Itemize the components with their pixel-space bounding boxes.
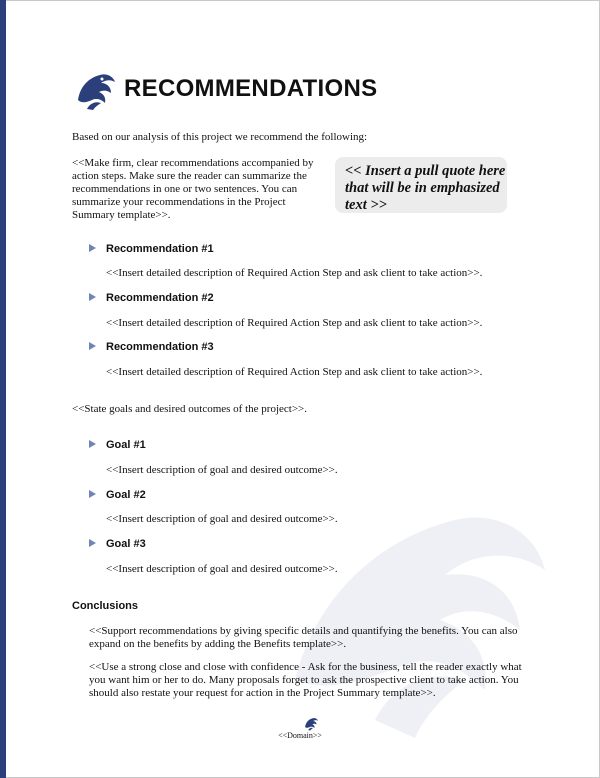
left-accent-band: [0, 0, 6, 778]
recommendation-description: <<Insert detailed description of Required Action Step and ask client to take action>>.: [106, 366, 483, 378]
goal-description: <<Insert description of goal and desired outcome>>.: [106, 513, 338, 525]
page-title: RECOMMENDATIONS: [124, 75, 378, 102]
triangle-bullet-icon: [89, 440, 96, 448]
triangle-bullet-icon: [89, 490, 96, 498]
triangle-bullet-icon: [89, 293, 96, 301]
goal-label: Goal #2: [106, 489, 146, 501]
goal-label: Goal #3: [106, 538, 146, 550]
griffin-footer-logo-icon: [303, 716, 319, 731]
conclusions-paragraph: <<Use a strong close and close with confidence - Ask for the business, tell the reader exactly what you want him or her to do. Many proposals forget to ask the prospective client to take action. You should also restate your request for action in the Project Summary template>>.: [89, 661, 522, 699]
goal-label: Goal #1: [106, 439, 146, 451]
pull-quote: << Insert a pull quote here that will be in emphasized text >>: [335, 157, 507, 213]
intro-text: Based on our analysis of this project we recommend the following:: [72, 131, 368, 143]
conclusions-paragraph: <<Support recommendations by giving specific details and quantifying the benefits. You can also expand on the benefits by adding the Benefits template>>.: [89, 625, 518, 650]
goal-description: <<Insert description of goal and desired outcome>>.: [106, 563, 338, 575]
recommendation-description: <<Insert detailed description of Required Action Step and ask client to take action>>.: [106, 317, 483, 329]
recommendation-label: Recommendation #2: [106, 292, 214, 304]
recommendation-label: Recommendation #3: [106, 341, 214, 353]
recommendation-description: <<Insert detailed description of Required Action Step and ask client to take action>>.: [106, 267, 483, 279]
goal-description: <<Insert description of goal and desired outcome>>.: [106, 464, 338, 476]
footer-domain-text: <<Domain>>: [278, 731, 322, 740]
triangle-bullet-icon: [89, 342, 96, 350]
recommendation-label: Recommendation #1: [106, 243, 214, 255]
recommendations-summary-text: <<Make firm, clear recommendations accompanied by action steps. Make sure the reader can summarize the recommendations in one or two sentences. You can summarize your recommendations in the Project Summary template>>.: [72, 157, 314, 221]
griffin-logo-icon: [72, 70, 118, 110]
goals-intro-text: <<State goals and desired outcomes of the project>>.: [72, 403, 307, 415]
conclusions-heading: Conclusions: [72, 600, 139, 612]
triangle-bullet-icon: [89, 539, 96, 547]
triangle-bullet-icon: [89, 244, 96, 252]
